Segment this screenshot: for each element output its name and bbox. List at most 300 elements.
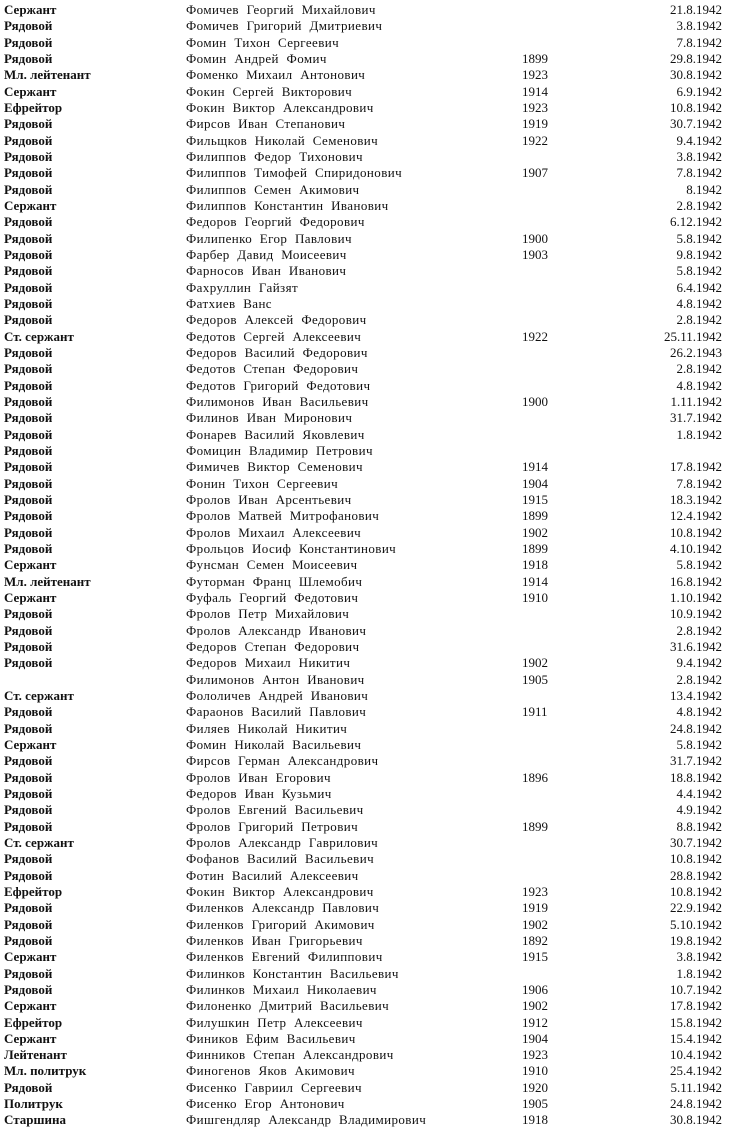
date-cell: 4.4.1942 [676,785,722,801]
date-cell: 31.7.1942 [670,753,722,769]
date-cell: 31.7.1942 [670,410,722,426]
list-row [0,851,732,868]
list-row [0,541,732,558]
date-cell: 17.8.1942 [670,459,722,475]
list-row [0,18,732,35]
date-cell: 3.8.1942 [676,149,722,164]
date-cell: 1.11.1942 [670,393,722,409]
name-cell: Фахруллин Гайзят [186,279,299,295]
name-cell: Фролов Михаил Алексеевич [186,524,362,540]
date-cell: 6.4.1942 [676,279,722,295]
date-cell: 25.4.1942 [670,1063,722,1079]
date-cell: 31.6.1942 [670,638,722,654]
name-cell: Фомичев Григорий Дмитриевич [186,18,383,34]
list-row [0,2,732,19]
rank-cell: Рядовой [4,900,53,916]
rank-cell: Рядовой [4,426,53,442]
date-cell: 4.9.1942 [676,802,722,818]
name-cell: Федоров Алексей Федорович [186,312,367,328]
list-row [0,786,732,803]
list-row [0,263,732,280]
name-cell: Фирсов Иван Степанович [186,116,346,132]
list-row [0,525,732,542]
rank-cell: Сержант [4,736,57,752]
rank-cell: Рядовой [4,312,53,328]
date-cell: 10.9.1942 [670,606,722,622]
list-row [0,329,732,346]
year-cell: 1900 [522,230,548,246]
date-cell: 2.8.1942 [676,198,722,213]
year-cell: 1899 [522,508,548,524]
list-row [0,639,732,656]
name-cell: Фролов Петр Михайлович [186,606,350,622]
name-cell: Филиппов Семен Акимович [186,181,360,197]
date-cell: 9.4.1942 [676,132,722,148]
rank-cell: Сержант [4,83,57,99]
rank-cell: Ефрейтор [4,883,63,899]
name-cell: Фролов Александр Иванович [186,622,367,638]
list-row [0,378,732,395]
list-row [0,427,732,444]
name-cell: Филенков Григорий Акимович [186,916,375,932]
list-row [0,394,732,411]
list-row [0,67,732,84]
year-cell: 1903 [522,246,548,262]
name-cell: Фролов Григорий Петрович [186,818,359,834]
list-row [0,1015,732,1032]
list-row [0,476,732,493]
list-row [0,133,732,150]
list-row [0,737,732,754]
date-cell: 4.8.1942 [676,295,722,311]
year-cell: 1906 [522,981,548,997]
rank-cell: Рядовой [4,1079,53,1095]
rank-cell: Лейтенант [4,1047,67,1063]
name-cell: Филенков Иван Григорьевич [186,932,363,948]
list-row [0,933,732,950]
date-cell: 6.9.1942 [676,83,722,99]
rank-cell: Рядовой [4,393,53,409]
date-cell: 2.8.1942 [676,671,722,687]
name-cell: Фомин Николай Васильевич [186,736,362,752]
rank-cell: Рядовой [4,981,53,997]
rank-cell: Рядовой [4,214,53,230]
name-cell: Фунсман Семен Моисеевич [186,557,358,573]
name-cell: Фисенко Егор Антонович [186,1096,345,1112]
date-cell: 18.3.1942 [670,491,722,507]
year-cell: 1899 [522,540,548,556]
rank-cell: Ефрейтор [4,1014,63,1030]
rank-cell: Рядовой [4,540,53,556]
date-cell: 5.11.1942 [670,1079,722,1095]
list-row [0,84,732,101]
year-cell: 1918 [522,1112,548,1128]
list-row [0,410,732,427]
list-row [0,835,732,852]
year-cell: 1915 [522,491,548,507]
name-cell: Филяев Николай Никитич [186,720,348,736]
name-cell: Фоменко Михаил Антонович [186,67,366,83]
name-cell: Федоров Степан Федорович [186,638,360,654]
list-row [0,35,732,52]
rank-cell: Рядовой [4,279,53,295]
name-cell: Фокин Виктор Александрович [186,100,374,115]
list-row [0,917,732,934]
rank-cell: Рядовой [4,965,53,981]
date-cell: 29.8.1942 [670,51,722,66]
rank-cell: Рядовой [4,916,53,932]
list-row [0,345,732,362]
year-cell: 1922 [522,328,548,344]
list-row [0,100,732,117]
name-cell: Филимонов Антон Иванович [186,671,365,687]
list-row [0,182,732,199]
list-row [0,1047,732,1064]
date-cell: 13.4.1942 [670,687,722,703]
name-cell: Фарносов Иван Иванович [186,263,347,279]
list-row [0,508,732,525]
rank-cell: Рядовой [4,132,53,148]
rank-cell: Рядовой [4,638,53,654]
rank-cell: Рядовой [4,508,53,524]
name-cell: Фролов Иван Арсентьевич [186,491,352,507]
name-cell: Финогенов Яков Акимович [186,1063,355,1079]
rank-cell: Рядовой [4,655,53,671]
name-cell: Фокин Сергей Викторович [186,83,353,99]
year-cell: 1905 [522,671,548,687]
rank-cell: Рядовой [4,851,53,867]
year-cell: 1912 [522,1014,548,1030]
name-cell: Филиппов Федор Тихонович [186,149,363,164]
list-row [0,361,732,378]
rank-cell: Рядовой [4,361,53,377]
rank-cell: Мл. политрук [4,1063,87,1079]
list-row [0,884,732,901]
list-row [0,672,732,689]
list-row [0,1080,732,1097]
rank-cell: Рядовой [4,263,53,279]
year-cell: 1900 [522,393,548,409]
list-row [0,1031,732,1048]
list-row [0,116,732,133]
name-cell: Филинов Иван Миронович [186,410,353,426]
rank-cell: Рядовой [4,18,53,34]
rank-cell: Рядовой [4,410,53,426]
date-cell: 5.8.1942 [676,263,722,279]
rank-cell: Ст. сержант [4,687,74,703]
rank-cell: Рядовой [4,34,53,50]
date-cell: 30.8.1942 [670,1112,722,1128]
date-cell: 17.8.1942 [670,998,722,1014]
name-cell: Фролов Евгений Васильевич [186,802,364,818]
rank-cell: Рядовой [4,230,53,246]
date-cell: 30.7.1942 [670,834,722,850]
date-cell: 1.8.1942 [676,965,722,981]
rank-cell: Рядовой [4,753,53,769]
list-row [0,982,732,999]
year-cell: 1911 [522,704,548,720]
list-row [0,770,732,787]
list-row [0,296,732,313]
name-cell: Фимичев Виктор Семенович [186,459,363,475]
rank-cell: Рядовой [4,818,53,834]
rank-cell: Рядовой [4,785,53,801]
list-row [0,998,732,1015]
date-cell: 9.8.1942 [676,246,722,262]
date-cell: 4.8.1942 [676,377,722,393]
name-cell: Футорман Франц Шлемобич [186,573,363,589]
year-cell: 1902 [522,998,548,1014]
name-cell: Фонарев Василий Яковлевич [186,426,365,442]
date-cell: 8.8.1942 [676,818,722,834]
date-cell: 7.8.1942 [676,475,722,491]
list-row [0,459,732,476]
date-cell: 7.8.1942 [676,165,722,181]
year-cell: 1896 [522,769,548,785]
name-cell: Филинков Михаил Николаевич [186,981,377,997]
date-cell: 3.8.1942 [676,18,722,34]
name-cell: Фололичев Андрей Иванович [186,687,369,703]
rank-cell: Рядовой [4,51,53,66]
date-cell: 1.10.1942 [670,589,722,605]
name-cell: Фофанов Василий Васильевич [186,851,375,867]
name-cell: Фомицин Владимир Петрович [186,442,373,458]
date-cell: 19.8.1942 [670,932,722,948]
date-cell: 15.8.1942 [670,1014,722,1030]
name-cell: Фараонов Василий Павлович [186,704,367,720]
rank-cell: Рядовой [4,246,53,262]
date-cell: 30.7.1942 [670,116,722,132]
rank-cell: Рядовой [4,704,53,720]
date-cell: 24.8.1942 [670,1096,722,1112]
name-cell: Фисенко Гавриил Сергеевич [186,1079,362,1095]
name-cell: Филенков Евгений Филиппович [186,949,383,965]
rank-cell: Сержант [4,198,57,213]
list-row [0,280,732,297]
name-cell: Фомин Тихон Сергеевич [186,34,340,50]
list-row [0,557,732,574]
list-row [0,247,732,264]
year-cell: 1918 [522,557,548,573]
rank-cell: Рядовой [4,149,53,164]
date-cell: 2.8.1942 [676,622,722,638]
list-row [0,574,732,591]
name-cell: Фомин Андрей Фомич [186,51,327,66]
name-cell: Федоров Василий Федорович [186,344,368,360]
date-cell: 15.4.1942 [670,1030,722,1046]
date-cell: 10.8.1942 [670,100,722,115]
date-cell: 7.8.1942 [676,34,722,50]
year-cell: 1892 [522,932,548,948]
list-row [0,949,732,966]
name-cell: Фонин Тихон Сергеевич [186,475,339,491]
date-cell: 2.8.1942 [676,312,722,328]
rank-cell: Рядовой [4,491,53,507]
date-cell: 12.4.1942 [670,508,722,524]
name-cell: Федотов Григорий Федотович [186,377,371,393]
date-cell: 26.2.1943 [670,344,722,360]
list-row [0,688,732,705]
year-cell: 1902 [522,655,548,671]
rank-cell: Рядовой [4,295,53,311]
rank-cell: Ст. сержант [4,834,74,850]
name-cell: Филимонов Иван Васильевич [186,393,369,409]
rank-cell: Мл. лейтенант [4,573,91,589]
rank-cell: Рядовой [4,475,53,491]
name-cell: Фильщков Николай Семенович [186,132,379,148]
rank-cell: Рядовой [4,181,53,197]
date-cell: 16.8.1942 [670,573,722,589]
list-row [0,606,732,623]
rank-cell: Рядовой [4,802,53,818]
year-cell: 1914 [522,83,548,99]
name-cell: Финников Степан Александрович [186,1047,394,1063]
list-row [0,753,732,770]
list-row [0,590,732,607]
year-cell: 1910 [522,1063,548,1079]
date-cell: 18.8.1942 [670,769,722,785]
year-cell: 1902 [522,524,548,540]
name-cell: Фарбер Давид Моисеевич [186,246,347,262]
date-cell: 5.8.1942 [676,736,722,752]
name-cell: Федоров Георгий Федорович [186,214,365,230]
rank-cell: Сержант [4,2,57,17]
year-cell: 1920 [522,1079,548,1095]
name-cell: Филипенко Егор Павлович [186,230,352,246]
list-row [0,802,732,819]
year-cell: 1905 [522,1096,548,1112]
name-cell: Федоров Михаил Никитич [186,655,351,671]
year-cell: 1904 [522,1030,548,1046]
list-row [0,312,732,329]
list-row [0,443,732,460]
list-row [0,231,732,248]
list-row [0,492,732,509]
name-cell: Фишгендляр Александр Владимирович [186,1112,427,1128]
name-cell: Фокин Виктор Александрович [186,883,374,899]
rank-cell: Политрук [4,1096,63,1112]
rank-cell: Рядовой [4,165,53,181]
year-cell: 1922 [522,132,548,148]
rank-cell: Ефрейтор [4,100,63,115]
date-cell: 10.8.1942 [670,851,722,867]
date-cell: 1.8.1942 [676,426,722,442]
name-cell: Филенков Александр Павлович [186,900,380,916]
list-row [0,1112,732,1129]
date-cell: 22.9.1942 [670,900,722,916]
rank-cell: Рядовой [4,524,53,540]
date-cell: 9.4.1942 [676,655,722,671]
name-cell: Фуфаль Георгий Федотович [186,589,359,605]
date-cell: 10.4.1942 [670,1047,722,1063]
name-cell: Филинков Константин Васильевич [186,965,399,981]
rank-cell: Рядовой [4,459,53,475]
rank-cell: Рядовой [4,622,53,638]
date-cell: 10.7.1942 [670,981,722,997]
name-cell: Фрольцов Иосиф Константинович [186,540,397,556]
list-row [0,149,732,166]
name-cell: Фатхиев Ванс [186,295,272,311]
date-cell: 8.1942 [686,181,722,197]
name-cell: Фиников Ефим Васильевич [186,1030,356,1046]
name-cell: Филушкин Петр Алексеевич [186,1014,363,1030]
date-cell: 21.8.1942 [670,2,722,17]
rank-cell: Рядовой [4,606,53,622]
date-cell: 5.10.1942 [670,916,722,932]
rank-cell: Старшина [4,1112,66,1128]
date-cell: 3.8.1942 [676,949,722,965]
year-cell: 1915 [522,949,548,965]
year-cell: 1923 [522,883,548,899]
date-cell: 24.8.1942 [670,720,722,736]
date-cell: 30.8.1942 [670,67,722,83]
year-cell: 1919 [522,116,548,132]
list-row [0,214,732,231]
list-row [0,165,732,182]
list-row [0,704,732,721]
date-cell: 5.8.1942 [676,230,722,246]
date-cell: 2.8.1942 [676,361,722,377]
list-row [0,819,732,836]
year-cell: 1899 [522,51,548,66]
year-cell: 1902 [522,916,548,932]
rank-cell: Рядовой [4,116,53,132]
date-cell: 4.8.1942 [676,704,722,720]
date-cell: 28.8.1942 [670,867,722,883]
name-cell: Фотин Василий Алексеевич [186,867,359,883]
year-cell: 1904 [522,475,548,491]
year-cell: 1899 [522,818,548,834]
list-row [0,623,732,640]
year-cell: 1919 [522,900,548,916]
name-cell: Фролов Матвей Митрофанович [186,508,380,524]
list-row [0,1096,732,1113]
rank-cell: Ст. сержант [4,328,74,344]
rank-cell: Сержант [4,1030,57,1046]
year-cell: 1923 [522,67,548,83]
list-row [0,51,732,68]
name-cell: Фролов Александр Гаврилович [186,834,379,850]
date-cell: 5.8.1942 [676,557,722,573]
date-cell: 10.8.1942 [670,883,722,899]
name-cell: Филоненко Дмитрий Васильевич [186,998,390,1014]
rank-cell: Рядовой [4,377,53,393]
name-cell: Федотов Степан Федорович [186,361,359,377]
list-row [0,900,732,917]
name-cell: Фролов Иван Егорович [186,769,331,785]
year-cell: 1907 [522,165,548,181]
year-cell: 1923 [522,1047,548,1063]
date-cell: 25.11.1942 [663,328,722,344]
date-cell: 4.10.1942 [670,540,722,556]
list-row [0,198,732,215]
list-row [0,1063,732,1080]
rank-cell: Мл. лейтенант [4,67,91,83]
name-cell: Федотов Сергей Алексеевич [186,328,362,344]
list-row [0,655,732,672]
rank-cell: Рядовой [4,769,53,785]
name-cell: Филиппов Константин Иванович [186,198,389,213]
rank-cell: Рядовой [4,867,53,883]
date-cell: 10.8.1942 [670,524,722,540]
name-cell: Фирсов Герман Александрович [186,753,379,769]
year-cell: 1914 [522,573,548,589]
rank-cell: Рядовой [4,344,53,360]
year-cell: 1923 [522,100,548,115]
rank-cell: Сержант [4,998,57,1014]
list-row [0,721,732,738]
year-cell: 1914 [522,459,548,475]
